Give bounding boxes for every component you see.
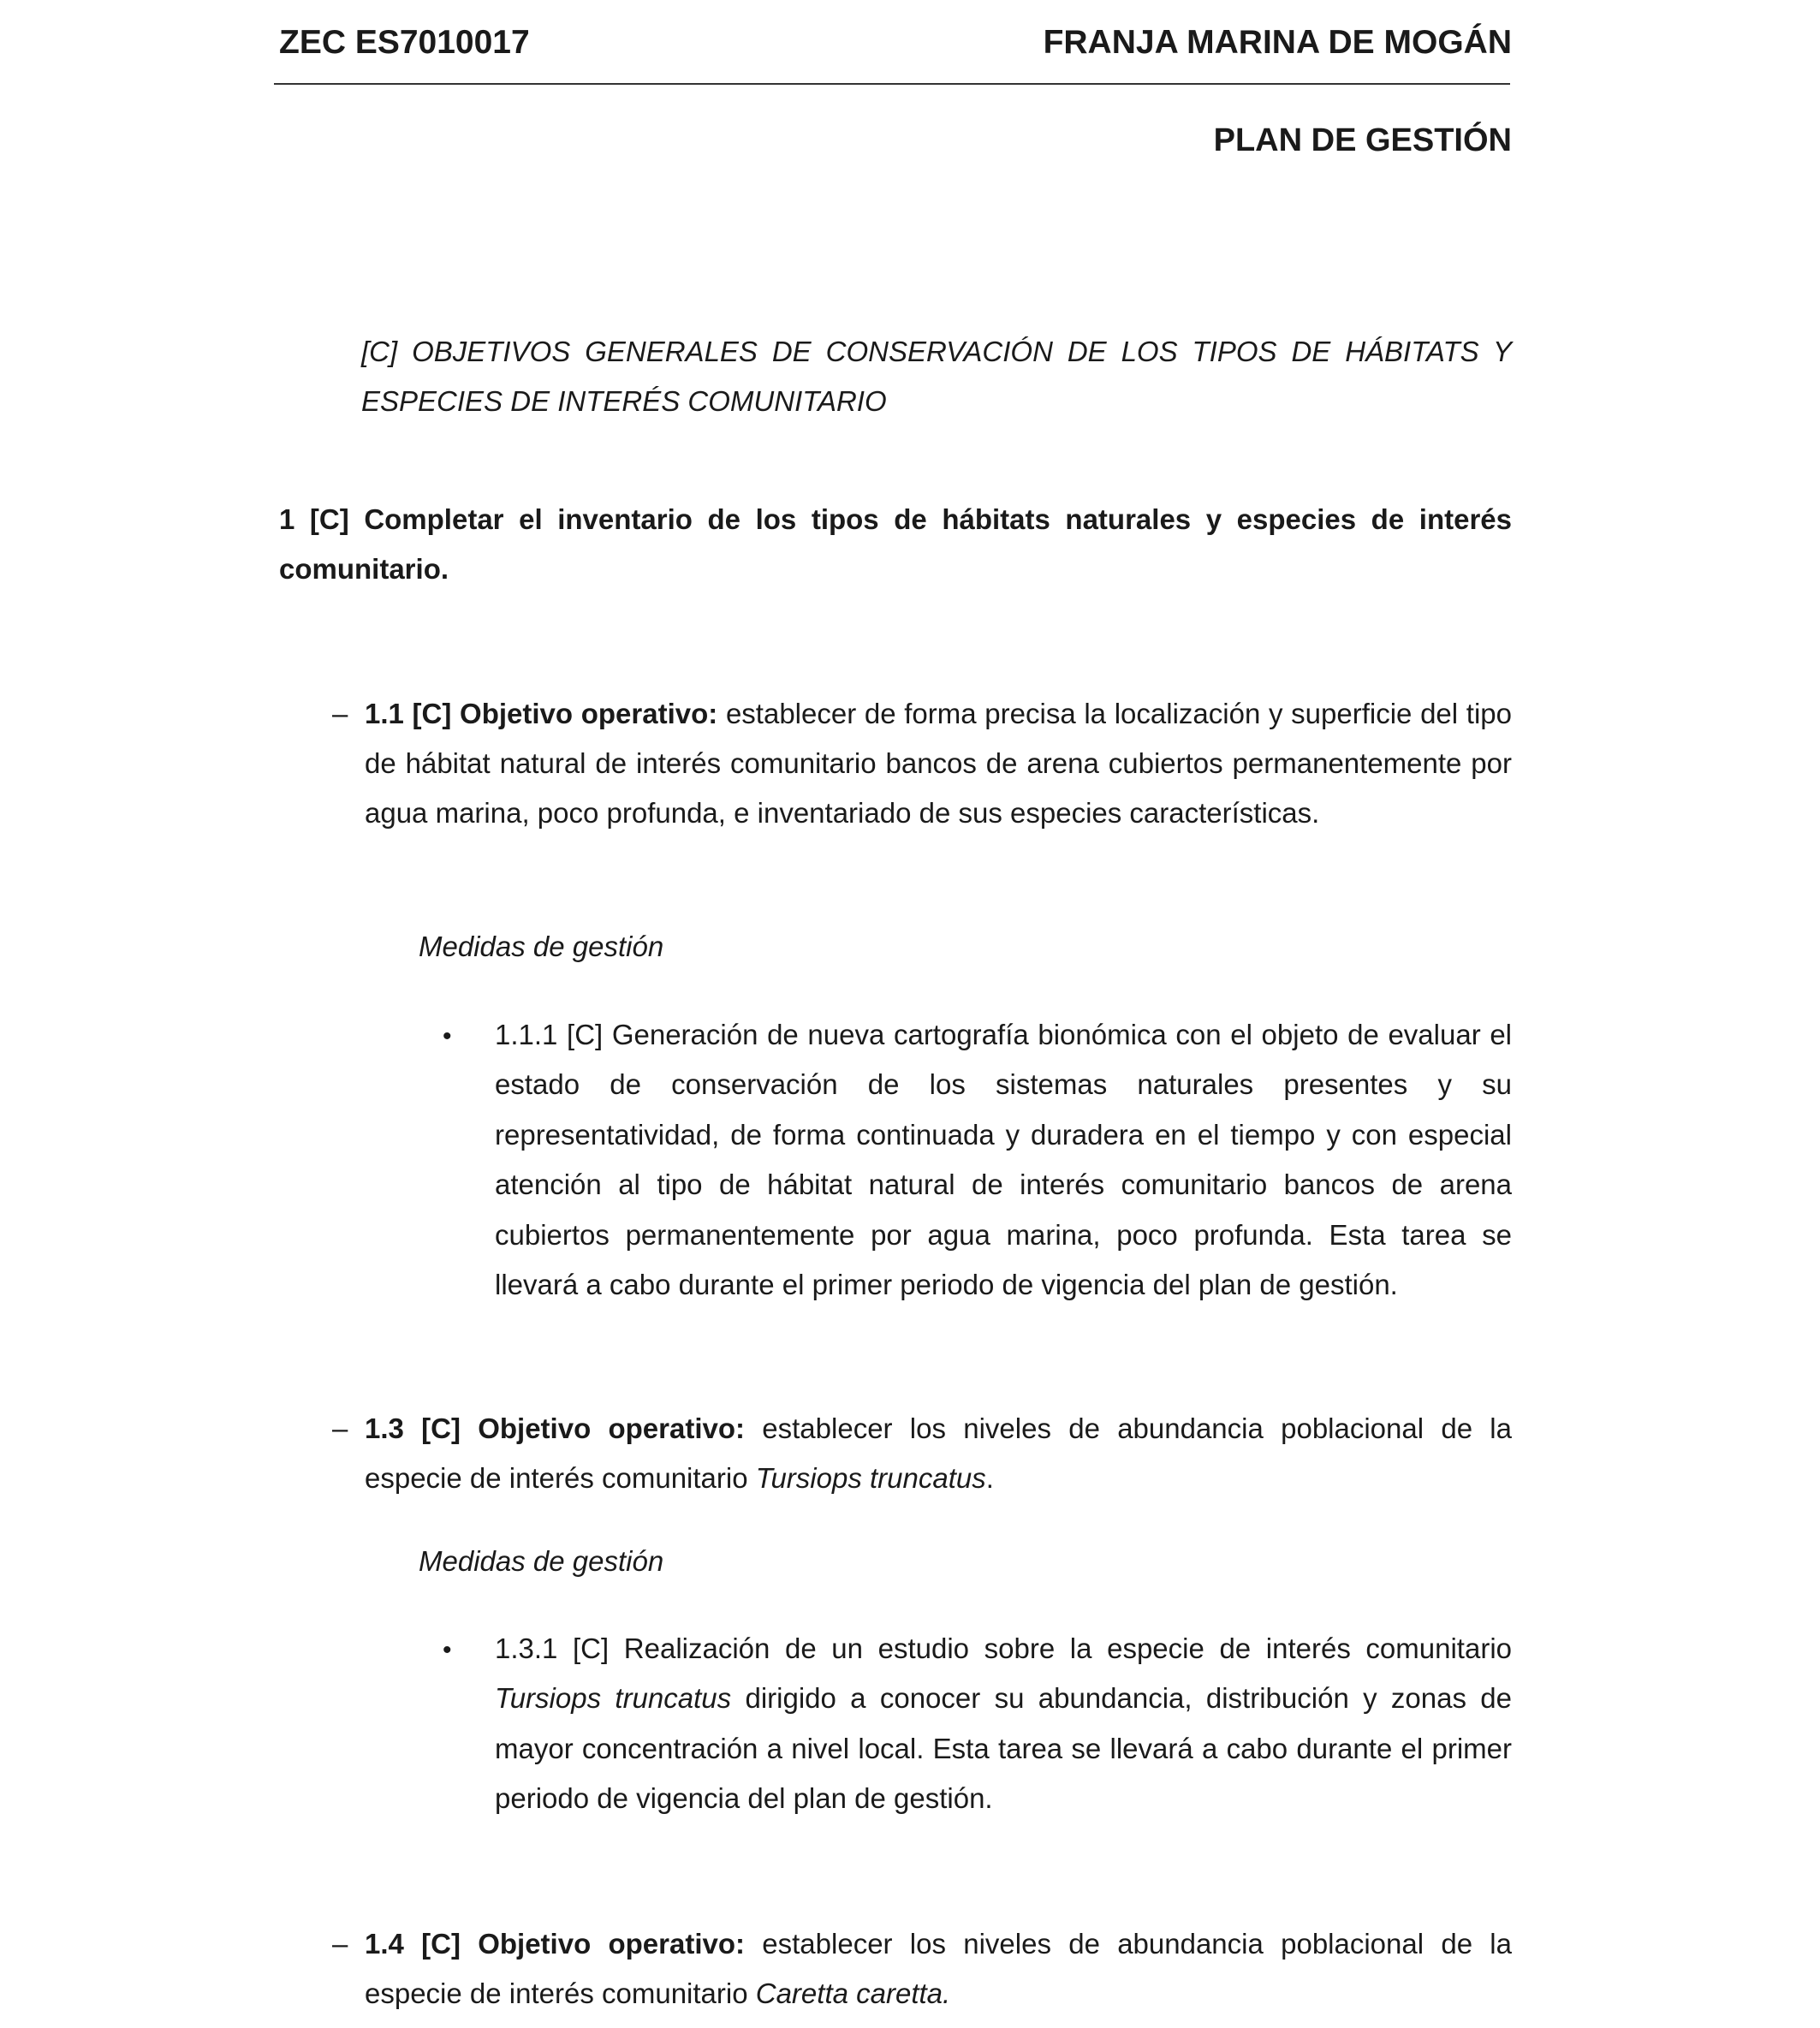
- species-name: Caretta caretta.: [755, 1977, 951, 2009]
- bullet-marker: •: [443, 1636, 452, 1664]
- objective-label: 1.1 [C] Objetivo operativo:: [365, 698, 718, 729]
- objective-1-3: [332, 1404, 1512, 1503]
- header-site-name: FRANJA MARINA DE MOGÁN: [1043, 24, 1512, 61]
- dash-marker: –: [332, 698, 348, 729]
- header-divider: [274, 83, 1510, 85]
- header-site-code: ZEC ES7010017: [279, 24, 530, 61]
- species-name: Tursiops truncatus: [495, 1682, 732, 1715]
- objective-1-1: [332, 689, 1512, 838]
- measure-item-1-3-1: [495, 1624, 1512, 1824]
- dash-marker: –: [332, 1412, 348, 1444]
- general-goal: 1 [C] Completar el inventario de los tipos de hábitats naturales y especies de interés comunitario.: [279, 503, 1512, 585]
- measures-title: Medidas de gestión: [419, 1545, 664, 1577]
- objective-label: 1.3 [C] Objetivo operativo:: [365, 1412, 746, 1444]
- bullet-marker: •: [443, 1022, 452, 1050]
- measures-title: Medidas de gestión: [419, 931, 664, 962]
- objective-text: establecer los niveles de abundancia poblacional de la especie de interés comunitario: [365, 1412, 1512, 1494]
- document-subtitle: PLAN DE GESTIÓN: [1213, 122, 1512, 158]
- measure-item-1-1-1: 1.1.1 [C] Generación de nueva cartografía bionómica con el objeto de evaluar el estado de conservación de los sistemas naturales presentes y su representatividad, de forma continuada y duradera en el tiempo y con especial atención al tipo de hábitat natural de interés comunitario bancos de arena cubiertos permanentemente por agua marina, poco profunda. Esta tarea se llevará a cabo durante el primer periodo de vigencia del plan de gestión.: [495, 1019, 1512, 1301]
- section-heading: [C] OBJETIVOS GENERALES DE CONSERVACIÓN DE LOS TIPOS DE HÁBITATS Y ESPECIES DE INTERÉS COMUNITARIO: [361, 336, 1512, 417]
- species-name: Tursiops truncatus: [755, 1462, 986, 1494]
- objective-1-4: [332, 1919, 1512, 2019]
- item-text: 1.3.1 [C] Realización de un estudio sobre la especie de interés comunitario: [495, 1633, 1512, 1664]
- objective-label: 1.4 [C] Objetivo operativo:: [365, 1928, 746, 1960]
- dash-marker: –: [332, 1928, 348, 1960]
- objective-text: establecer de forma precisa la localización y superficie del tipo de hábitat natural de interés comunitario bancos de arena cubiertos permanentemente por agua marina, poco profunda, e inventariado de sus especies características.: [365, 698, 1512, 829]
- item-text-rest: dirigido a conocer su abundancia, distribución y zonas de mayor concentración a nivel local. Esta tarea se llevará a cabo durante el primer periodo de vigencia del plan de gestión.: [495, 1682, 1513, 1815]
- objective-text-end: .: [985, 1462, 994, 1494]
- objective-text: establecer los niveles de abundancia poblacional de la especie de interés comunitario: [365, 1928, 1512, 2009]
